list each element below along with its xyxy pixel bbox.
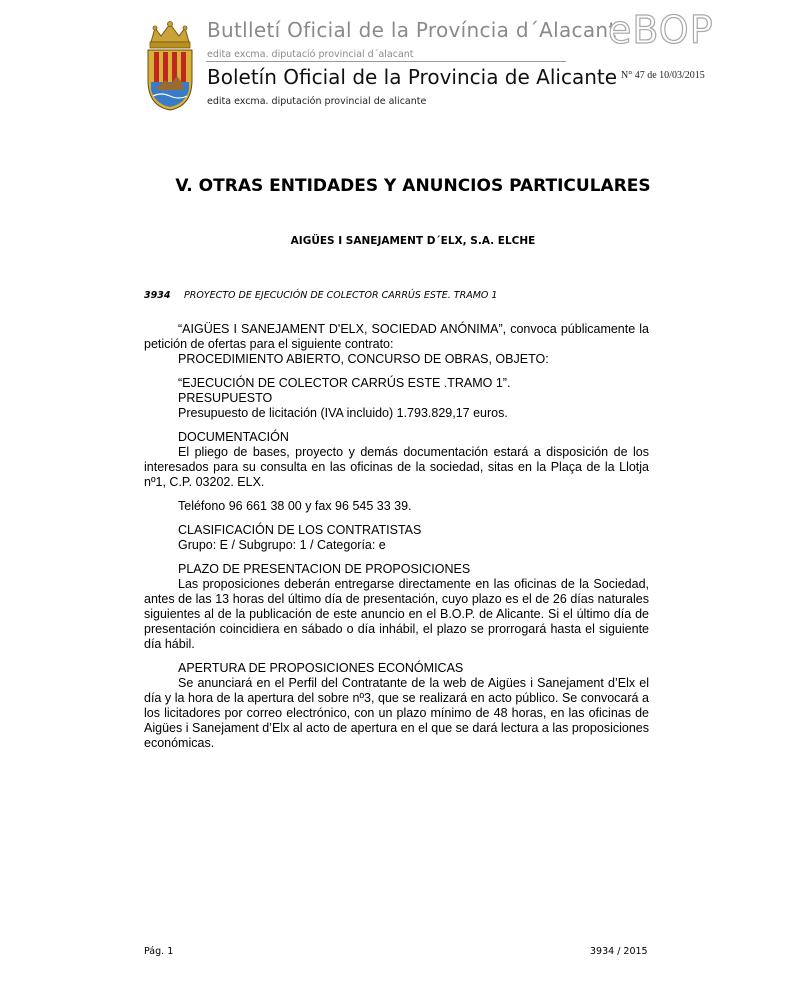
- procedure-line: PROCEDIMIENTO ABIERTO, CONCURSO DE OBRAS, OBJETO:: [178, 352, 549, 366]
- coat-of-arms-logo: [145, 18, 195, 112]
- documentation-text: El pliego de bases, proyecto y demás documentación estará a disposición de los interesados para su consulta en las oficinas de la sociedad, sitas en la Plaça de la Llotja nº1, C.P. 03202. ELX.: [144, 445, 649, 489]
- ebop-logo: eBOP: [608, 8, 714, 52]
- page-number: Pág. 1: [144, 946, 174, 957]
- bulletin-title-valencian: Butlletí Oficial de la Província d´Alacant: [207, 18, 617, 42]
- publisher-spanish: edita excma. diputación provincial de alicante: [207, 96, 427, 107]
- documentation-heading: DOCUMENTACIÓN: [178, 430, 289, 444]
- intro-paragraph: “AIGÜES I SANEJAMENT D'ELX, SOCIEDAD ANÓNIMA”, convoca públicamente la petición de ofertas para el siguiente contrato:: [144, 322, 649, 351]
- announcement-number: 3934: [144, 290, 171, 301]
- bulletin-title-spanish: Boletín Oficial de la Provincia de Alicante: [207, 65, 618, 89]
- section-title: V. OTRAS ENTIDADES Y ANUNCIOS PARTICULARES: [175, 176, 651, 196]
- announcement-body: [144, 322, 649, 751]
- budget-heading: PRESUPUESTO: [178, 391, 273, 405]
- announcement-title: PROYECTO DE EJECUCIÓN DE COLECTOR CARRÚS ESTE. TRAMO 1: [184, 290, 498, 301]
- classification-heading: CLASIFICACIÓN DE LOS CONTRATISTAS: [178, 523, 422, 537]
- deadline-text: Las proposiciones deberán entregarse directamente en las oficinas de la Sociedad, antes de las 13 horas del último día de presentación, cuyo plazo es el de 26 días naturales siguientes al de la publicación de este anuncio en el B.O.P. de Alicante. Si el último día de presentación coincidiera en sábado o día inhábil, el plazo se prorrogará hasta el siguiente día hábil.: [144, 577, 649, 651]
- entity-name: AIGÜES I SANEJAMENT D´ELX, S.A. ELCHE: [290, 235, 536, 247]
- announcement-reference: 3934 / 2015: [590, 946, 648, 957]
- contact-phone-fax: Teléfono 96 661 38 00 y fax 96 545 33 39.: [178, 499, 412, 513]
- issue-number-date: N° 47 de 10/03/2015: [621, 70, 705, 81]
- publisher-valencian: edita excma. diputació provincial d´alacant: [207, 49, 414, 60]
- opening-heading: APERTURA DE PROPOSICIONES ECONÓMICAS: [178, 661, 464, 675]
- contract-object: “EJECUCIÓN DE COLECTOR CARRÚS ESTE .TRAMO 1”.: [178, 376, 511, 390]
- classification-text: Grupo: E / Subgrupo: 1 / Categoría: e: [178, 538, 386, 552]
- opening-text: Se anunciará en el Perfil del Contratante de la web de Aigües i Sanejament d’Elx el día y la hora de la apertura del sobre nº3, que se realizará en acto público. Se convocará a los licitadores por correo electrónico, con un plazo mínimo de 48 horas, en las oficinas de Aigües i Sanejament d’Elx al acto de apertura en el que se dará lectura a las proposiciones económicas.: [144, 676, 649, 750]
- header-divider: [206, 61, 566, 62]
- deadline-heading: PLAZO DE PRESENTACION DE PROPOSICIONES: [178, 562, 471, 576]
- budget-text: Presupuesto de licitación (IVA incluido) 1.793.829,17 euros.: [178, 406, 508, 420]
